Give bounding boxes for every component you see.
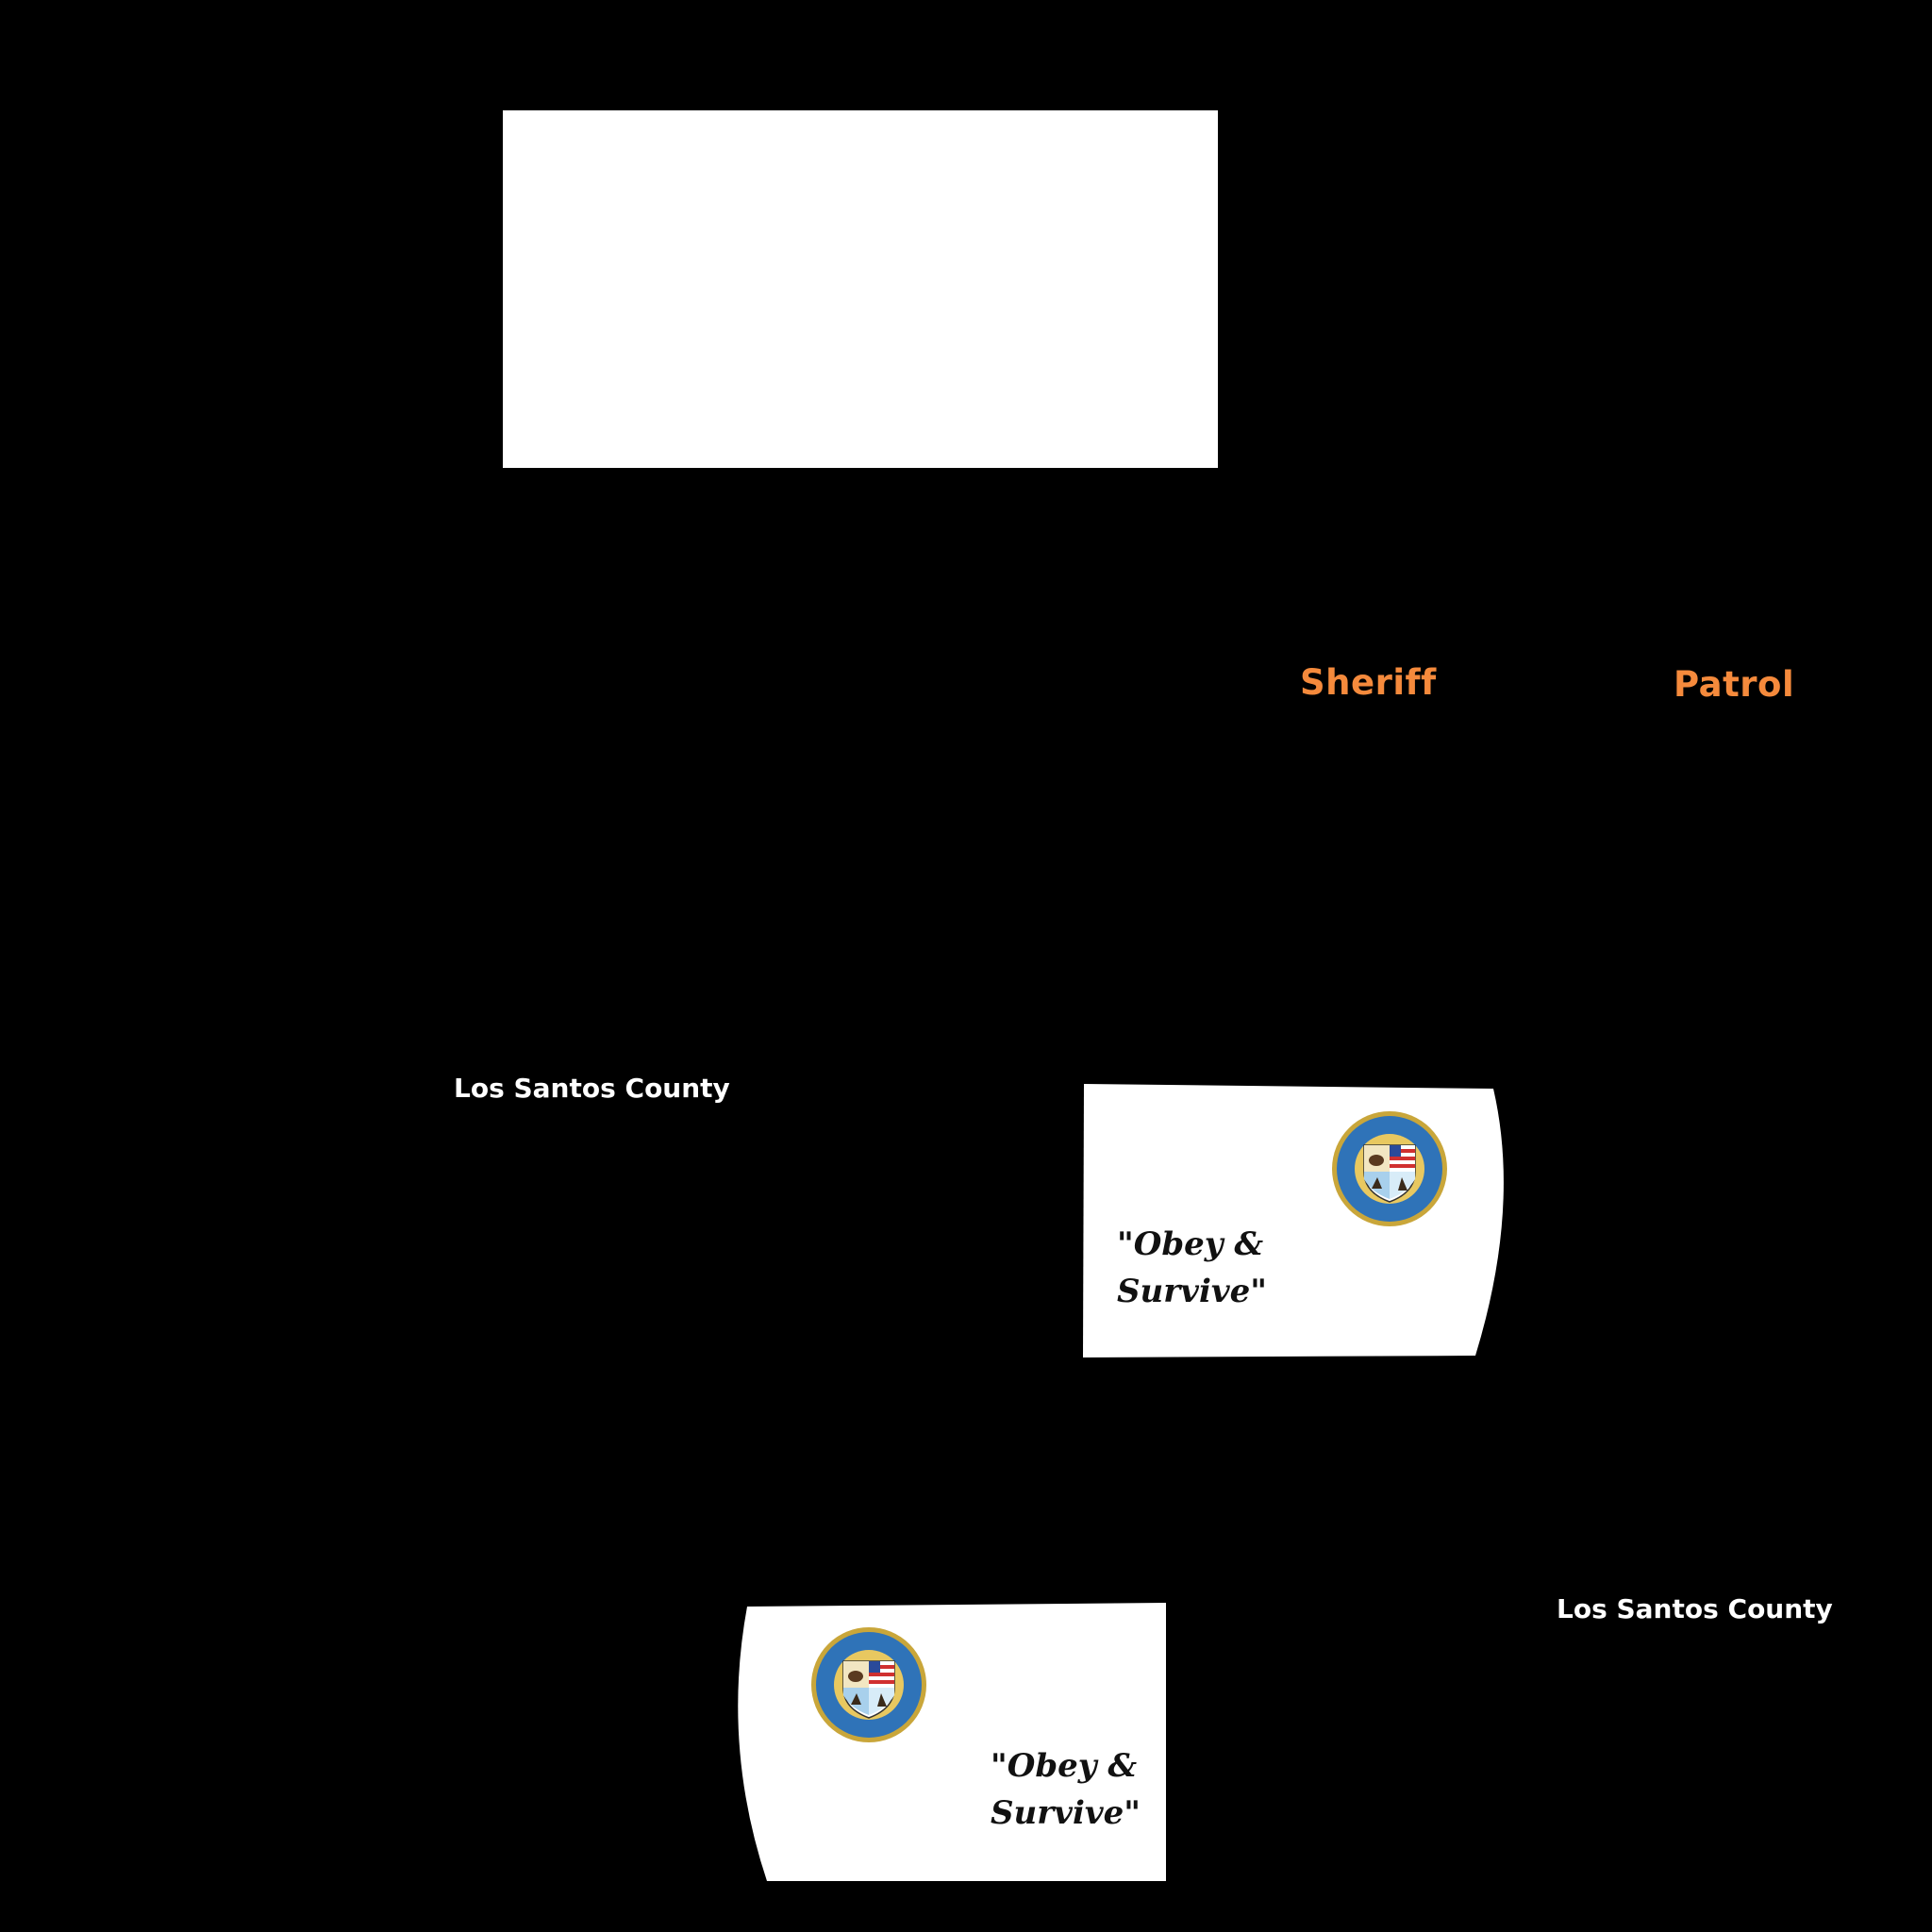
motto-line-1: "Obey & xyxy=(991,1747,1138,1785)
city-seal-icon xyxy=(1330,1109,1449,1228)
motto-line-2: Survive" xyxy=(1117,1273,1267,1310)
county-label-top: Los Santos County xyxy=(454,1073,730,1104)
motto-left-door xyxy=(991,1742,1141,1837)
motto-line-1: "Obey & xyxy=(1117,1225,1264,1263)
motto-right-door xyxy=(1117,1221,1267,1315)
patrol-label: Patrol xyxy=(1674,664,1795,705)
county-label-bottom: Los Santos County xyxy=(1557,1593,1833,1624)
city-seal-icon xyxy=(809,1625,928,1744)
sheriff-label: Sheriff xyxy=(1300,662,1437,703)
motto-line-2: Survive" xyxy=(991,1794,1141,1832)
